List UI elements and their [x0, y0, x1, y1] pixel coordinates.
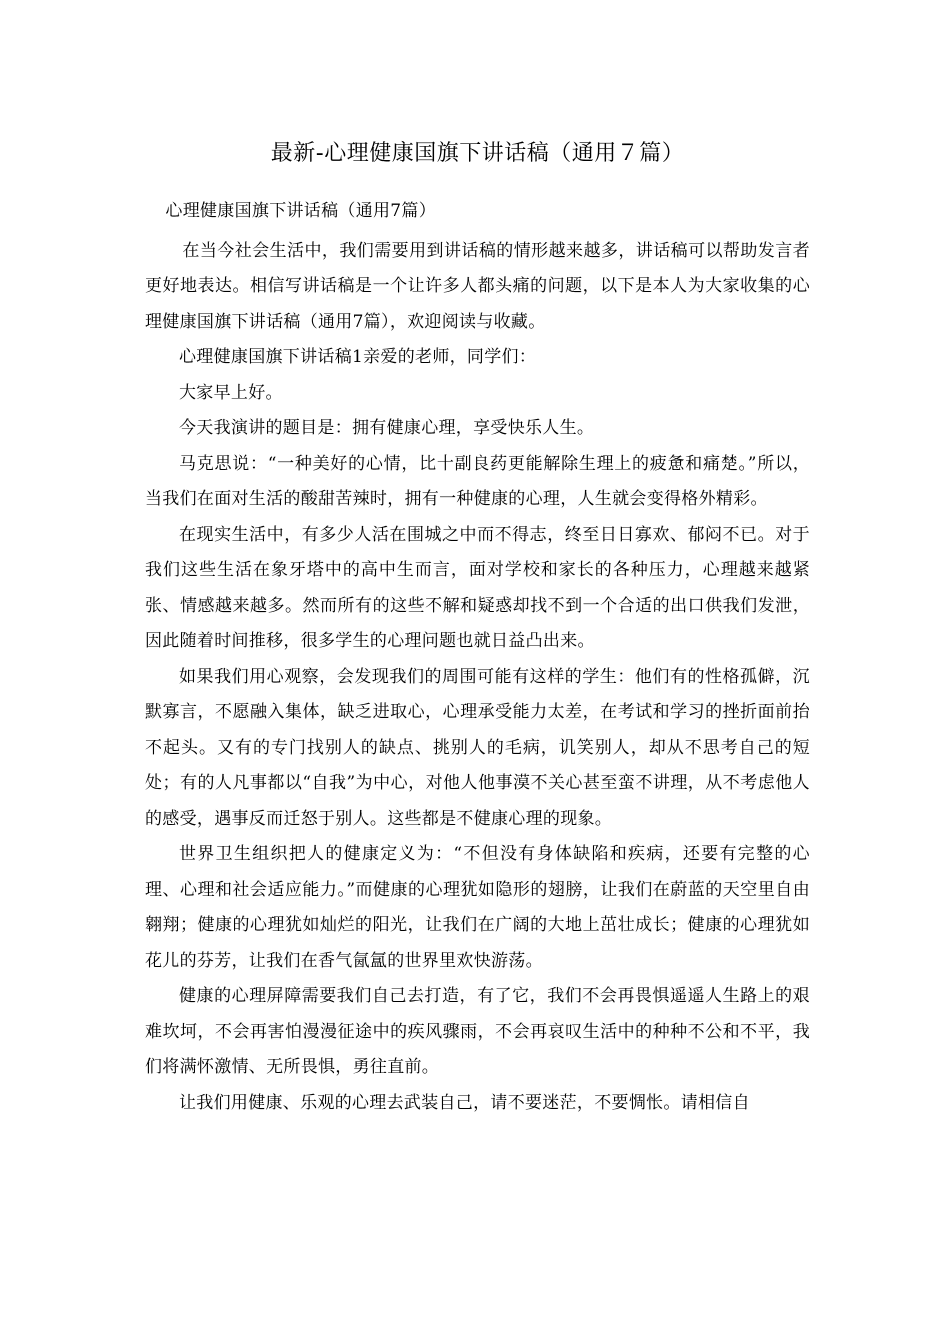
paragraph-marx-quote: 马克思说：“一种美好的心情，比十副良药更能解除生理上的疲惫和痛楚。”所以，当我们在面对生活的酸甜苦辣时，拥有一种健康的心理，人生就会变得格外精彩。: [145, 453, 810, 509]
document-title: 最新-心理健康国旗下讲话稿（通用７篇）: [270, 141, 685, 166]
paragraph-greeting: 心理健康国旗下讲话稿1亲爱的老师，同学们：: [179, 347, 537, 367]
paragraph-barrier: 健康的心理屏障需要我们自己去打造，有了它，我们不会再畏惧遥遥人生路上的艰难坎坷，不会再害怕漫漫征途中的疾风骤雨，不会再哀叹生活中的种种不公和不平，我们将满怀激情、无所畏惧，勇往直前。: [145, 986, 810, 1077]
paragraph-who-definition: 世界卫生组织把人的健康定义为：“不但没有身体缺陷和疾病，还要有完整的心理、心理和社会适应能力。”而健康的心理犹如隐形的翅膀，让我们在蔚蓝的天空里自由翱翔；健康的心理犹如灿烂的阳光，让我们在广阔的大地上茁壮成长；健康的心理犹如花儿的芬芳，让我们在香气氤氲的世界里欢快游荡。: [145, 844, 810, 971]
document-subtitle: 心理健康国旗下讲话稿（通用7篇）: [165, 201, 437, 221]
paragraph-observation: 如果我们用心观察，会发现我们的周围可能有这样的学生：他们有的性格孤僻，沉默寡言，不愿融入集体，缺乏进取心，心理承受能力太差，在考试和学习的挫折面前抬不起头。又有的专门找别人的缺点、挑别人的毛病，讥笑别人，却从不思考自己的短处；有的人凡事都以“自我”为中心，对他人他事漠不关心甚至蛮不讲理，从不考虑他人的感受，遇事反而迁怒于别人。这些都是不健康心理的现象。: [145, 666, 810, 829]
paragraph-closing: 让我们用健康、乐观的心理去武装自己，请不要迷茫，不要惆怅。请相信自: [179, 1092, 750, 1113]
paragraph-topic: 今天我演讲的题目是：拥有健康心理，享受快乐人生。: [179, 418, 595, 438]
paragraph-intro: 在当今社会生活中，我们需要用到讲话稿的情形越来越多，讲话稿可以帮助发言者更好地表达。相信写讲话稿是一个让许多人都头痛的问题，以下是本人为大家收集的心理健康国旗下讲话稿（通用7篇），欢迎阅读与收藏。: [145, 240, 810, 332]
document-page: [145, 135, 810, 1121]
paragraph-reality: 在现实生活中，有多少人活在围城之中而不得志，终至日日寡欢、郁闷不已。对于我们这些生活在象牙塔中的高中生而言，面对学校和家长的各种压力，心理越来越紧张、情感越来越多。然而所有的这些不解和疑惑却找不到一个合适的出口供我们发泄，因此随着时间推移，很多学生的心理问题也就日益凸出来。: [145, 524, 810, 651]
paragraph-good-morning: 大家早上好。: [179, 382, 283, 403]
